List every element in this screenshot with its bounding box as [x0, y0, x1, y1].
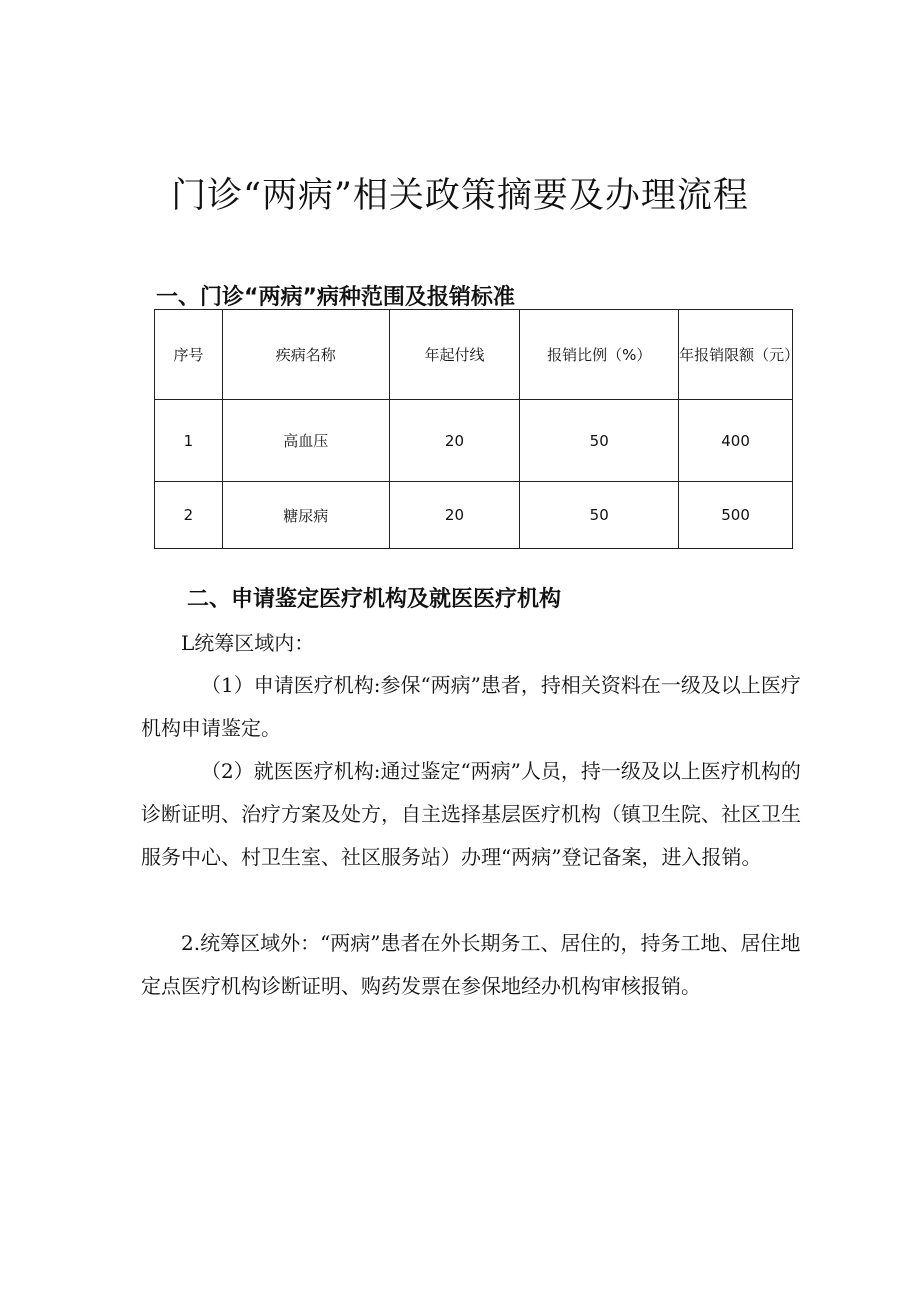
- header-reimbursement-rate: 报销比例（%）: [520, 310, 679, 400]
- cell-disease-name: 高血压: [222, 400, 389, 482]
- cell-annual-limit: 400: [679, 400, 793, 482]
- table-header-row: [155, 310, 793, 400]
- section-1-heading: 一、门诊“两病”病种范围及报销标准: [156, 285, 515, 310]
- table-row: [155, 400, 793, 482]
- cell-deductible: 20: [389, 482, 520, 549]
- cell-index: 1: [155, 400, 223, 482]
- cell-reimbursement-rate: 50: [520, 400, 679, 482]
- section-2-heading: 二、申请鉴定医疗机构及就医医疗机构: [187, 587, 562, 612]
- header-index: 序号: [155, 310, 223, 400]
- cell-reimbursement-rate: 50: [520, 482, 679, 549]
- document-title: 门诊“两病”相关政策摘要及办理流程: [171, 176, 749, 216]
- item-1-sub-2: （2）就医医疗机构:通过鉴定“两病”人员，持一级及以上医疗机构的诊断证明、治疗方案及处方，自主选择基层医疗机构（镇卫生院、社区卫生服务中心、村卫生室、社区服务站）办理“两病”登记备案，进入报销。: [141, 759, 801, 869]
- item-2: 2.统筹区域外：“两病”患者在外长期务工、居住的，持务工地、居住地定点医疗机构诊断证明、购药发票在参保地经办机构审核报销。: [141, 931, 801, 998]
- reimbursement-table: [154, 309, 800, 549]
- header-deductible: 年起付线: [389, 310, 520, 400]
- item-1-label: L统筹区域内：: [181, 631, 315, 655]
- cell-disease-name: 糖尿病: [222, 482, 389, 549]
- table-row: [155, 482, 793, 549]
- header-disease-name: 疾病名称: [222, 310, 389, 400]
- cell-deductible: 20: [389, 400, 520, 482]
- item-1-sub-1: （1）申请医疗机构:参保“两病”患者，持相关资料在一级及以上医疗机构申请鉴定。: [141, 673, 801, 740]
- header-annual-limit: 年报销限额（元）: [679, 310, 793, 400]
- cell-annual-limit: 500: [679, 482, 793, 549]
- cell-index: 2: [155, 482, 223, 549]
